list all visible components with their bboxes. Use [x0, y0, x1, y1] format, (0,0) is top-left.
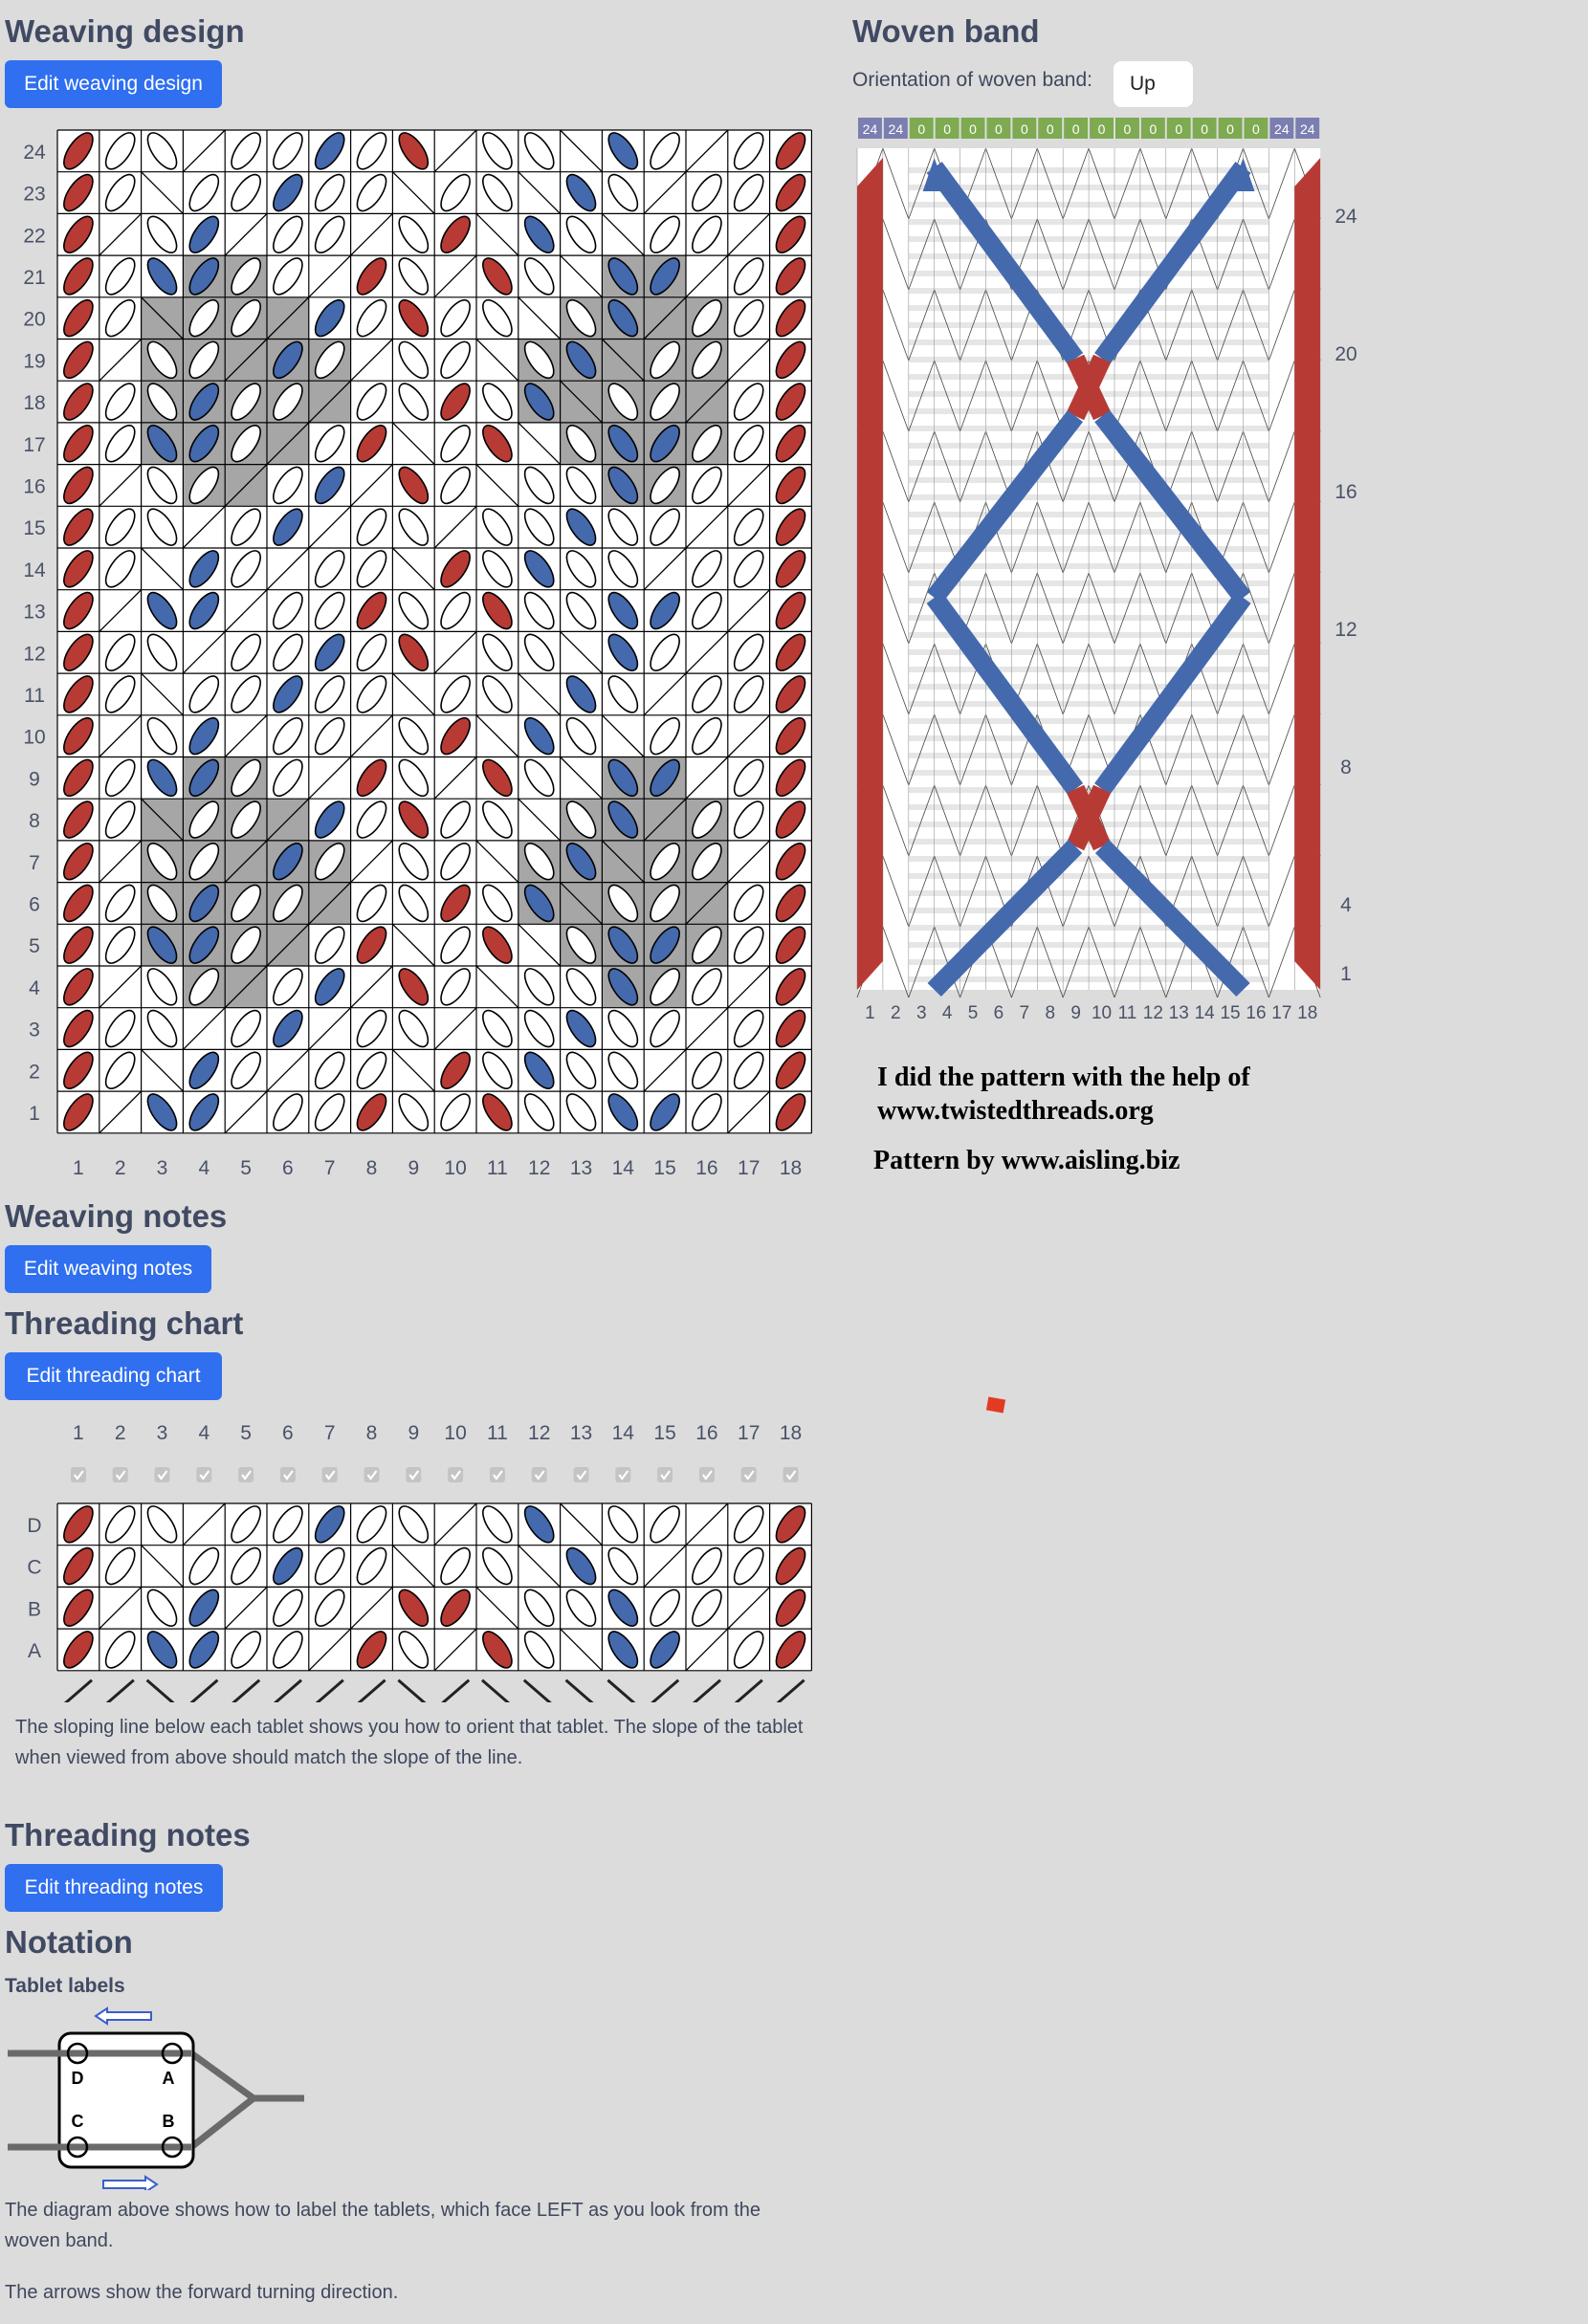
tablet-orientation-line — [231, 1680, 259, 1702]
woven-band-title: Woven band — [852, 13, 1040, 49]
design-pick-number: 5 — [29, 935, 40, 958]
band-note-line-2: www.twistedthreads.org — [877, 1096, 1154, 1126]
forward-arrow-top-icon — [96, 2008, 151, 2024]
turn-count-label: 0 — [1226, 121, 1234, 137]
design-tablet-number: 8 — [365, 1156, 378, 1179]
band-tablet-number: 3 — [915, 1003, 927, 1023]
band-red-border-right — [1294, 158, 1320, 990]
design-pick-number: 11 — [24, 684, 45, 707]
design-pick-number: 14 — [23, 559, 46, 581]
threading-chart-description: The sloping line below each tablet shows you how to orient that tablet. The slope of the tablet when viewed from above should match the slope of the line. — [15, 1717, 804, 1768]
design-pick-number: 13 — [23, 601, 46, 624]
tablet-checkbox — [490, 1467, 505, 1482]
tablet-orientation-line — [440, 1680, 469, 1702]
turn-count-label: 0 — [995, 121, 1003, 137]
edit-weaving-notes-button[interactable]: Edit weaving notes — [5, 1245, 211, 1293]
tablet-checkbox — [113, 1467, 128, 1482]
threading-hole-label: A — [27, 1639, 42, 1662]
band-tablet-number: 6 — [993, 1003, 1004, 1023]
design-tablet-number: 4 — [198, 1156, 210, 1179]
design-pick-number: 20 — [23, 308, 46, 331]
band-tablet-number: 2 — [891, 1003, 901, 1023]
design-pick-number: 10 — [23, 726, 46, 749]
tablet-orientation-line — [105, 1680, 134, 1702]
threading-notes-title: Threading notes — [5, 1817, 251, 1853]
tablet-checkbox — [406, 1467, 421, 1482]
threading-hole-label: C — [27, 1556, 42, 1579]
hole-a-label: A — [162, 2069, 175, 2088]
notation-description-2: The arrows show the forward turning direction. — [5, 2282, 399, 2303]
tablet-checkbox — [615, 1467, 630, 1482]
band-tablet-number: 13 — [1168, 1003, 1189, 1023]
design-tablet-number: 7 — [323, 1156, 336, 1179]
tablet-orientation-line — [188, 1680, 217, 1702]
band-red-diagonal — [1089, 359, 1102, 387]
tablet-orientation-line — [482, 1680, 511, 1702]
band-note-line-1: I did the pattern with the help of — [877, 1063, 1250, 1092]
design-tablet-number: 11 — [486, 1156, 508, 1179]
band-tablet-number: 18 — [1297, 1003, 1318, 1023]
threading-tablet-number: 11 — [486, 1422, 508, 1444]
hole-b-label: B — [162, 2112, 175, 2131]
tablet-checkbox — [741, 1467, 757, 1482]
turn-count-label: 0 — [1046, 121, 1054, 137]
band-tablet-number: 9 — [1070, 1003, 1081, 1023]
design-pick-number: 4 — [29, 976, 40, 999]
tablet-checkbox — [155, 1467, 170, 1482]
turn-count-label: 0 — [1175, 121, 1183, 137]
threading-tablet-number: 5 — [240, 1422, 252, 1444]
threading-tablet-number: 17 — [738, 1422, 761, 1444]
design-tablet-number: 1 — [73, 1156, 84, 1179]
tablet-checkbox — [196, 1467, 211, 1482]
woven-band-preview — [842, 110, 1358, 1028]
design-tablet-number: 15 — [653, 1156, 676, 1179]
design-tablet-number: 2 — [114, 1156, 126, 1179]
band-pick-label: 24 — [1334, 206, 1357, 228]
band-tablet-number: 8 — [1045, 1003, 1056, 1023]
band-tablet-number: 14 — [1194, 1003, 1215, 1023]
band-tablet-number: 5 — [967, 1003, 979, 1023]
design-pick-number: 16 — [23, 475, 46, 498]
band-tablet-number: 1 — [865, 1003, 875, 1023]
weaving-notes-title: Weaving notes — [5, 1198, 228, 1234]
band-pick-label: 8 — [1340, 756, 1352, 778]
edit-threading-notes-button[interactable]: Edit threading notes — [5, 1864, 223, 1912]
weaving-design-chart — [0, 124, 823, 1243]
design-tablet-number: 9 — [408, 1156, 420, 1179]
design-tablet-number: 16 — [695, 1156, 718, 1179]
tablet-orientation-line — [524, 1680, 553, 1702]
hole-d-label: D — [71, 2069, 84, 2088]
threading-tablet-number: 12 — [528, 1422, 551, 1444]
tablet-label-diagram — [0, 1999, 316, 2190]
band-tablet-number: 12 — [1142, 1003, 1163, 1023]
tablet-checkbox — [699, 1467, 715, 1482]
design-pick-number: 23 — [23, 183, 46, 206]
threading-tablet-number: 13 — [569, 1422, 593, 1444]
design-pick-number: 22 — [23, 225, 46, 248]
tablet-checkbox — [238, 1467, 254, 1482]
tablet-orientation-line — [776, 1680, 805, 1702]
band-pick-label: 4 — [1340, 894, 1352, 916]
turn-count-label: 0 — [969, 121, 977, 137]
turn-count-label: 0 — [943, 121, 952, 137]
design-tablet-number: 10 — [444, 1156, 467, 1179]
red-marker — [986, 1397, 1005, 1414]
threading-tablet-number: 18 — [779, 1422, 803, 1444]
turn-count-label: 0 — [1201, 121, 1209, 137]
band-red-diagonal — [1075, 818, 1089, 846]
turn-count-label: 24 — [862, 121, 878, 137]
band-red-border-left — [857, 158, 883, 990]
band-tablet-number: 4 — [941, 1003, 953, 1023]
design-pick-number: 18 — [23, 392, 46, 415]
band-tablet-number: 10 — [1091, 1003, 1113, 1023]
notation-description-1: The diagram above shows how to label the tablets, which face LEFT as you look from the woven band. — [5, 2200, 761, 2251]
turn-count-label: 24 — [1299, 121, 1315, 137]
design-tablet-number: 6 — [282, 1156, 294, 1179]
band-note-line-3: Pattern by www.aisling.biz — [873, 1146, 1180, 1175]
weaving-design-title: Weaving design — [5, 13, 245, 49]
design-pick-number: 8 — [29, 810, 40, 833]
design-pick-number: 12 — [23, 643, 46, 666]
hole-c-label: C — [71, 2112, 84, 2131]
threading-tablet-number: 10 — [444, 1422, 467, 1444]
threading-tablet-number: 9 — [408, 1422, 420, 1444]
tablet-orientation-line — [734, 1680, 762, 1702]
turn-count-label: 24 — [888, 121, 904, 137]
threading-tablet-number: 4 — [198, 1422, 210, 1444]
turn-count-label: 0 — [1097, 121, 1106, 137]
tablet-orientation-line — [650, 1680, 678, 1702]
turn-count-label: 24 — [1274, 121, 1290, 137]
band-tablet-number: 17 — [1271, 1003, 1292, 1023]
design-pick-number: 19 — [23, 350, 46, 373]
design-tablet-number: 14 — [611, 1156, 634, 1179]
threading-hole-label: B — [27, 1598, 42, 1621]
design-pick-number: 7 — [29, 851, 40, 874]
tablet-orientation-line — [398, 1680, 427, 1702]
design-tablet-number: 18 — [779, 1156, 803, 1179]
design-pick-number: 24 — [23, 141, 46, 164]
band-tablet-number: 11 — [1117, 1003, 1137, 1023]
edit-threading-chart-button[interactable]: Edit threading chart — [5, 1352, 222, 1400]
tablet-orientation-line — [357, 1680, 386, 1702]
tablet-orientation-line — [63, 1680, 92, 1702]
threading-hole-label: D — [27, 1514, 42, 1537]
turn-count-label: 0 — [1149, 121, 1158, 137]
threading-tablet-number: 14 — [611, 1422, 634, 1444]
tablet-orientation-line — [607, 1680, 636, 1702]
design-pick-number: 3 — [29, 1019, 40, 1041]
band-red-diagonal — [1075, 387, 1089, 416]
design-pick-number: 9 — [29, 768, 40, 791]
threading-chart-title: Threading chart — [5, 1305, 244, 1341]
design-tablet-number: 12 — [528, 1156, 551, 1179]
band-tablet-number: 16 — [1246, 1003, 1267, 1023]
band-tablet-number: 7 — [1019, 1003, 1030, 1023]
threading-tablet-number: 3 — [156, 1422, 168, 1444]
design-pick-number: 1 — [29, 1102, 40, 1125]
design-pick-number: 6 — [29, 893, 40, 916]
band-red-diagonal — [1089, 789, 1102, 818]
tablet-checkbox — [322, 1467, 338, 1482]
tablet-orientation-line — [147, 1680, 176, 1702]
tablet-orientation-line — [692, 1680, 720, 1702]
threading-tablet-number: 8 — [365, 1422, 378, 1444]
threading-tablet-number: 16 — [695, 1422, 718, 1444]
design-tablet-number: 13 — [569, 1156, 593, 1179]
turn-count-label: 0 — [1071, 121, 1080, 137]
design-tablet-number: 5 — [240, 1156, 252, 1179]
design-tablet-number: 3 — [156, 1156, 168, 1179]
threading-tablet-number: 1 — [73, 1422, 84, 1444]
tablet-checkbox — [364, 1467, 380, 1482]
design-tablet-number: 17 — [738, 1156, 761, 1179]
tablet-checkbox — [71, 1467, 86, 1482]
tablet-checkbox — [783, 1467, 799, 1482]
turn-count-label: 0 — [1252, 121, 1260, 137]
threading-tablet-number: 6 — [282, 1422, 294, 1444]
tablet-checkbox — [280, 1467, 296, 1482]
edit-weaving-design-button[interactable]: Edit weaving design — [5, 60, 222, 108]
band-pick-label: 20 — [1334, 343, 1357, 365]
band-pick-label: 12 — [1334, 619, 1357, 641]
threading-tablet-number: 2 — [114, 1422, 126, 1444]
design-pick-number: 21 — [23, 266, 46, 289]
tablet-labels-subtitle: Tablet labels — [5, 1975, 125, 1997]
tablet-orientation-line — [315, 1680, 343, 1702]
tablet-orientation-line — [273, 1680, 301, 1702]
orientation-label: Orientation of woven band: — [852, 69, 1092, 91]
band-pick-label: 1 — [1340, 963, 1352, 985]
design-pick-number: 2 — [29, 1061, 40, 1084]
tablet-checkbox — [657, 1467, 673, 1482]
threading-chart — [0, 1415, 823, 1702]
band-pick-label: 16 — [1334, 481, 1357, 503]
tablet-checkbox — [448, 1467, 463, 1482]
threading-tablet-number: 7 — [323, 1422, 336, 1444]
design-pick-number: 15 — [23, 517, 46, 540]
tablet-orientation-line — [566, 1680, 595, 1702]
turn-count-label: 0 — [1123, 121, 1132, 137]
design-pick-number: 17 — [23, 433, 46, 456]
threading-tablet-number: 15 — [653, 1422, 676, 1444]
notation-title: Notation — [5, 1924, 133, 1960]
turn-count-label: 0 — [917, 121, 926, 137]
turn-count-label: 0 — [1020, 121, 1028, 137]
band-tablet-number: 15 — [1220, 1003, 1241, 1023]
orientation-select[interactable]: Up — [1114, 61, 1193, 107]
tablet-checkbox — [532, 1467, 547, 1482]
tablet-checkbox — [574, 1467, 589, 1482]
forward-arrow-bottom-icon — [103, 2177, 157, 2190]
